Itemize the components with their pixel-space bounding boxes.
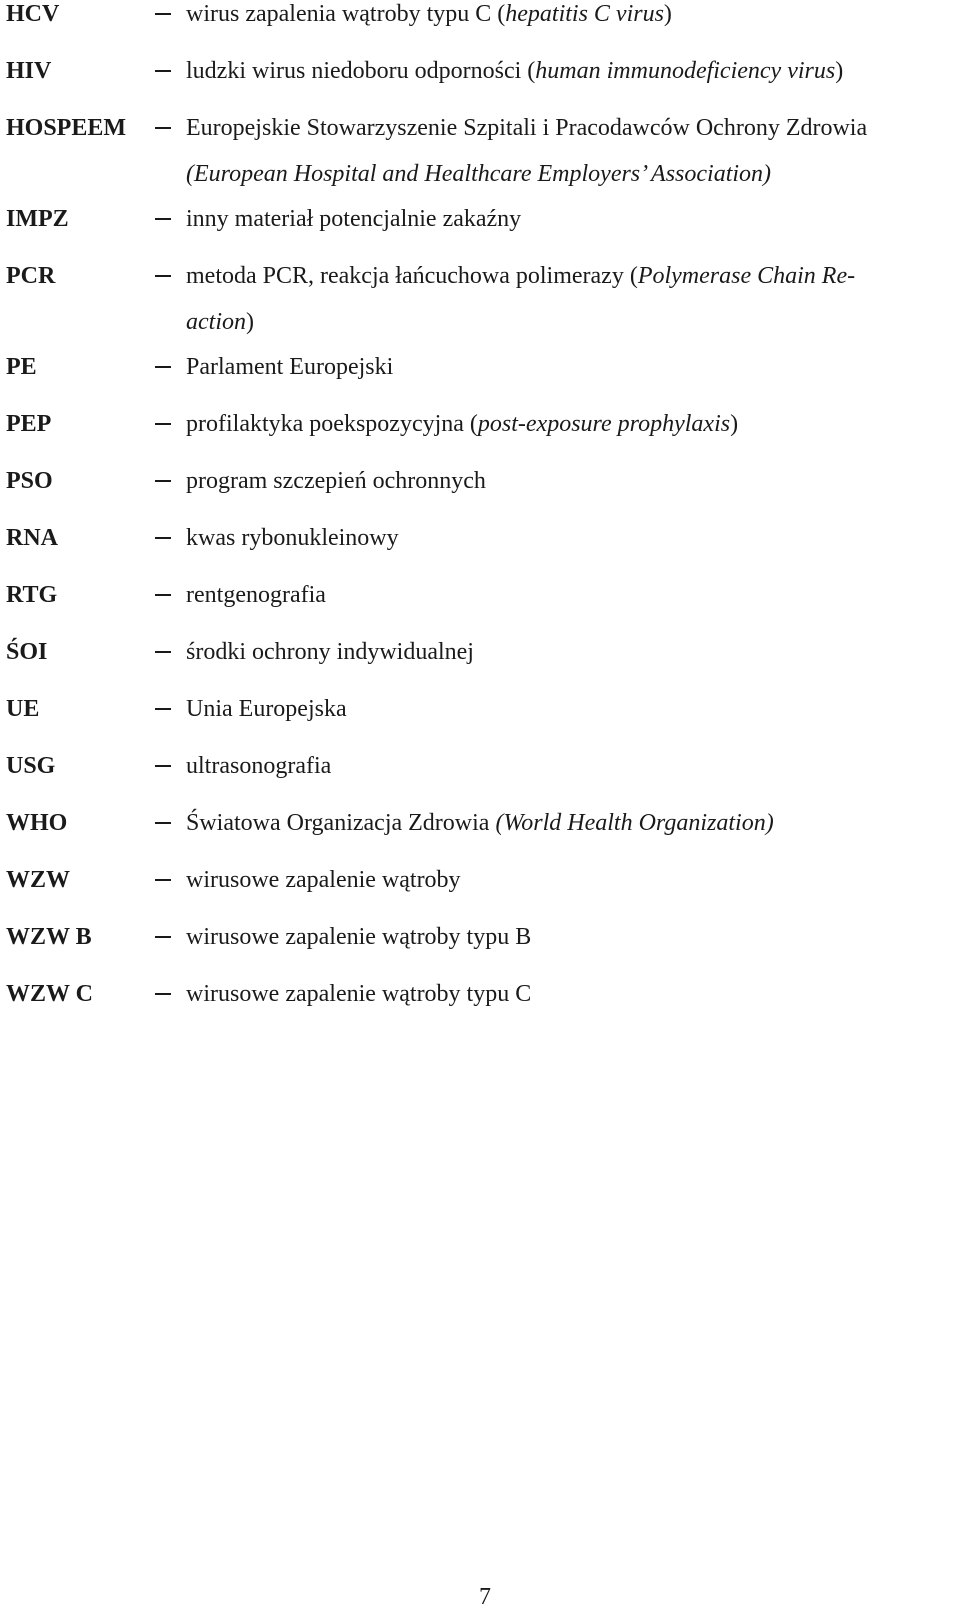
- em-dash-separator: [155, 936, 171, 938]
- definition-continuation: [186, 162, 771, 186]
- definition-italic-run: action: [186, 309, 246, 335]
- abbreviation-definition: [186, 925, 531, 949]
- abbreviation-term: RNA: [6, 525, 58, 551]
- definition-run: środki ochrony indywidualnej: [186, 639, 474, 665]
- definition-run: rentgenografia: [186, 582, 326, 608]
- em-dash-separator: [155, 765, 171, 767]
- abbreviation-definition: [186, 640, 474, 664]
- definition-run: profilaktyka poekspozycyjna (: [186, 411, 478, 437]
- definition-run: metoda PCR, reakcja łańcuchowa polimerazy (: [186, 263, 638, 289]
- abbreviation-term: PEP: [6, 411, 52, 437]
- abbreviation-definition: [186, 868, 461, 892]
- abbreviation-term: HIV: [6, 58, 52, 84]
- abbreviation-term: PSO: [6, 468, 53, 494]
- em-dash-separator: [155, 423, 171, 425]
- em-dash-separator: [155, 218, 171, 220]
- em-dash-separator: [155, 480, 171, 482]
- abbreviation-term: PCR: [6, 263, 56, 289]
- abbreviation-term: HCV: [6, 1, 60, 27]
- definition-run: Unia Europejska: [186, 696, 347, 722]
- definition-run: wirusowe zapalenie wątroby typu C: [186, 981, 532, 1007]
- definition-run: program szczepień ochronnych: [186, 468, 486, 494]
- definition-run: inny materiał potencjalnie zakaźny: [186, 206, 522, 232]
- em-dash-separator: [155, 594, 171, 596]
- em-dash-separator: [155, 993, 171, 995]
- definition-run: Europejskie Stowarzyszenie Szpitali i Pracodawców Ochrony Zdrowia: [186, 115, 868, 141]
- em-dash-separator: [155, 708, 171, 710]
- abbreviation-definition: [186, 754, 331, 778]
- abbreviation-term: RTG: [6, 582, 58, 608]
- em-dash-separator: [155, 822, 171, 824]
- abbreviation-term: ŚOI: [6, 639, 48, 665]
- abbreviation-term: WZW: [6, 867, 71, 893]
- abbreviation-definition: [186, 811, 774, 835]
- em-dash-separator: [155, 127, 171, 129]
- abbreviation-definition: [186, 264, 855, 288]
- definition-run: ): [835, 58, 844, 84]
- definition-run: ): [663, 1, 672, 27]
- abbreviation-definition: [186, 526, 399, 550]
- abbreviation-definition: [186, 2, 672, 26]
- abbreviation-definition: [186, 355, 393, 379]
- abbreviation-definition: [186, 412, 738, 436]
- em-dash-separator: [155, 70, 171, 72]
- definition-run: ): [246, 309, 254, 335]
- definition-run: ludzki wirus niedoboru odporności (: [186, 58, 536, 84]
- abbreviation-term: UE: [6, 696, 40, 722]
- em-dash-separator: [155, 275, 171, 277]
- abbreviation-term: WZW C: [6, 981, 93, 1007]
- definition-italic-run: human immunodeficiency virus: [535, 58, 836, 84]
- definition-run: kwas rybonukleinowy: [186, 525, 399, 551]
- definition-run: Parlament Europejski: [186, 354, 394, 380]
- definition-italic-run: Polymerase Chain Re-: [637, 263, 856, 289]
- abbreviation-term: PE: [6, 354, 37, 380]
- definition-run: ): [730, 411, 739, 437]
- definition-italic-run: (World Health Organization): [495, 810, 774, 836]
- abbreviation-definition: [186, 469, 486, 493]
- em-dash-separator: [155, 879, 171, 881]
- definition-continuation: [186, 310, 254, 334]
- abbreviation-term: WZW B: [6, 924, 92, 950]
- definition-run: wirusowe zapalenie wątroby typu B: [186, 924, 532, 950]
- abbreviation-term: USG: [6, 753, 56, 779]
- em-dash-separator: [155, 537, 171, 539]
- page-number: 7: [479, 1584, 491, 1610]
- em-dash-separator: [155, 651, 171, 653]
- definition-italic-run: hepatitis C virus: [505, 1, 664, 27]
- abbreviation-term: IMPZ: [6, 206, 69, 232]
- em-dash-separator: [155, 366, 171, 368]
- definition-run: wirus zapalenia wątroby typu C (: [186, 1, 506, 27]
- abbreviation-term: WHO: [6, 810, 68, 836]
- abbreviation-definition: [186, 59, 843, 83]
- abbreviation-definition: [186, 697, 347, 721]
- definition-run: ultrasonografia: [186, 753, 332, 779]
- definition-run: wirusowe zapalenie wątroby: [186, 867, 461, 893]
- abbreviation-term: HOSPEEM: [6, 115, 127, 141]
- abbreviation-definition: [186, 982, 531, 1006]
- definition-italic-run: (European Hospital and Healthcare Employers’ Association): [186, 161, 772, 187]
- definition-italic-run: post-exposure prophylaxis: [477, 411, 731, 437]
- abbreviation-definition: [186, 583, 326, 607]
- abbreviation-definition: [186, 207, 521, 231]
- em-dash-separator: [155, 13, 171, 15]
- abbreviation-definition: [186, 116, 867, 140]
- definition-run: Światowa Organizacja Zdrowia: [186, 810, 496, 836]
